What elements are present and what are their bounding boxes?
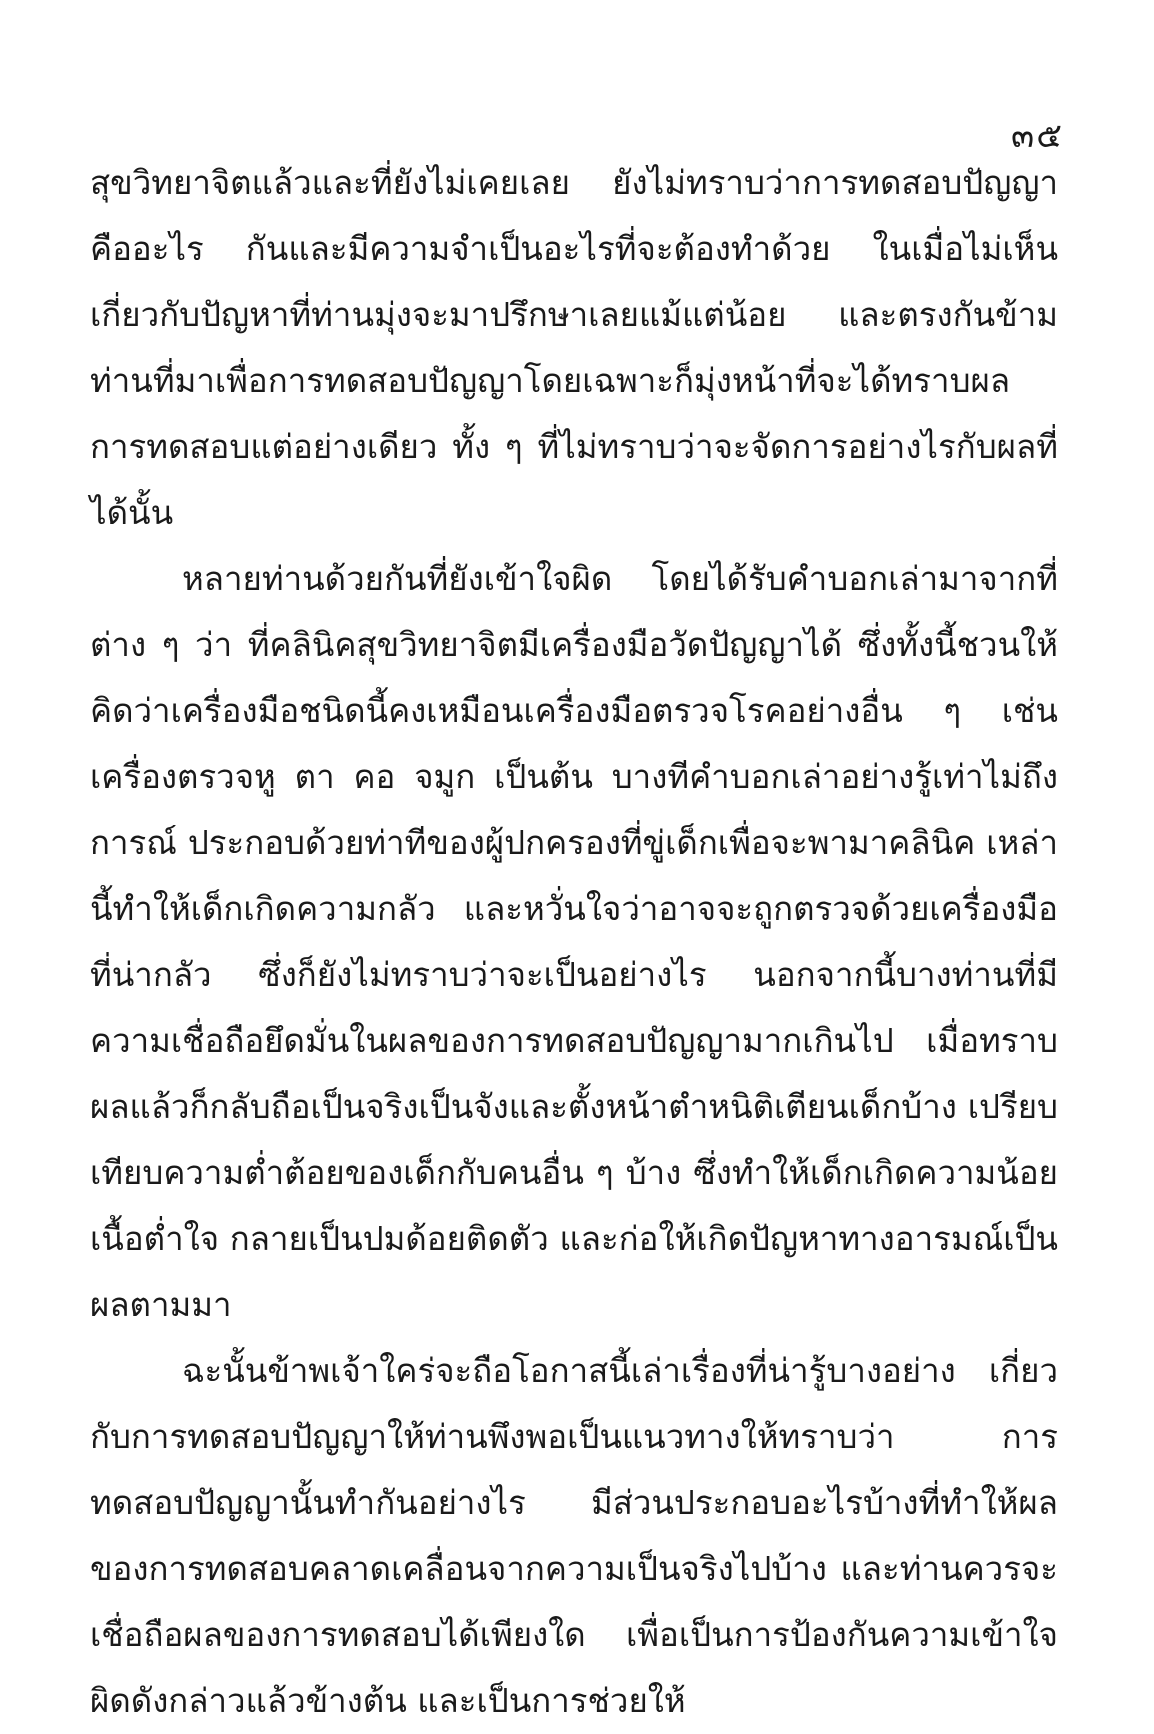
paragraph-1: สุขวิทยาจิตแล้วและที่ยังไม่เคยเลย ยังไม่ทราบว่าการทดสอบปัญญา คืออะไร กันและมีความจำเป็นอะไรที่จะต้องทำด้วย ในเมื่อไม่เห็นเกี่ยวกับปัญหาที่ท่านมุ่งจะมาปรึกษาเลยแม้แต่น้อย และตรงกันข้ามท่านที่มาเพื่อการทดสอบปัญญาโดยเฉพาะก็มุ่งหน้าที่จะได้ทราบผลการทดสอบแต่อย่างเดียว ทั้ง ๆ ที่ไม่ทราบว่าจะจัดการอย่างไรกับผลที่ได้นั้น (90, 163, 1058, 532)
paragraph-2: หลายท่านด้วยกันที่ยังเข้าใจผิด โดยได้รับคำบอกเล่ามาจากที่ต่าง ๆ ว่า ที่คลินิคสุขวิทยาจิตมีเครื่องมือวัดปัญญาได้ ซึ่งทั้งนี้ชวนให้คิดว่าเครื่องมือชนิดนี้คงเหมือนเครื่องมือตรวจโรคอย่างอื่น ๆ เช่น เครื่องตรวจหู ตา คอ จมูก เป็นต้น บางทีคำบอกเล่าอย่างรู้เท่าไม่ถึงการณ์ ประกอบด้วยท่าทีของผู้ปกครองที่ขู่เด็กเพื่อจะพามาคลินิค เหล่านี้ทำให้เด็กเกิดความกลัว และหวั่นใจว่าอาจจะถูกตรวจด้วยเครื่องมือที่น่ากลัว ซึ่งก็ยังไม่ทราบว่าจะเป็นอย่างไร นอกจากนี้บางท่านที่มีความเชื่อถือยึดมั่นในผลของการทดสอบปัญญามากเกินไป เมื่อทราบผลแล้วก็กลับถือเป็นจริงเป็นจังและตั้งหน้าตำหนิติเตียนเด็กบ้าง เปรียบเทียบความต่ำต้อยของเด็กกับคนอื่น ๆ บ้าง ซึ่งทำให้เด็กเกิดความน้อยเนื้อต่ำใจ กลายเป็นปมด้อยติดตัว และก่อให้เกิดปัญหาทางอารมณ์เป็นผลตามมา (90, 559, 1058, 1324)
paragraph-3: ฉะนั้นข้าพเจ้าใคร่จะถือโอกาสนี้เล่าเรื่องที่น่ารู้บางอย่าง เกี่ยวกับการทดสอบปัญญาให้ท่านพึงพอเป็นแนวทางให้ทราบว่า การทดสอบปัญญานั้นทำกันอย่างไร มีส่วนประกอบอะไรบ้างที่ทำให้ผลของการทดสอบคลาดเคลื่อนจากความเป็นจริงไปบ้าง และท่านควรจะเชื่อถือผลของการทดสอบได้เพียงใด เพื่อเป็นการป้องกันความเข้าใจผิดดังกล่าวแล้วข้างต้น และเป็นการช่วยให้ (90, 1351, 1058, 1720)
body-text (90, 150, 1058, 1734)
page-number: ๓๕ (1011, 116, 1064, 156)
